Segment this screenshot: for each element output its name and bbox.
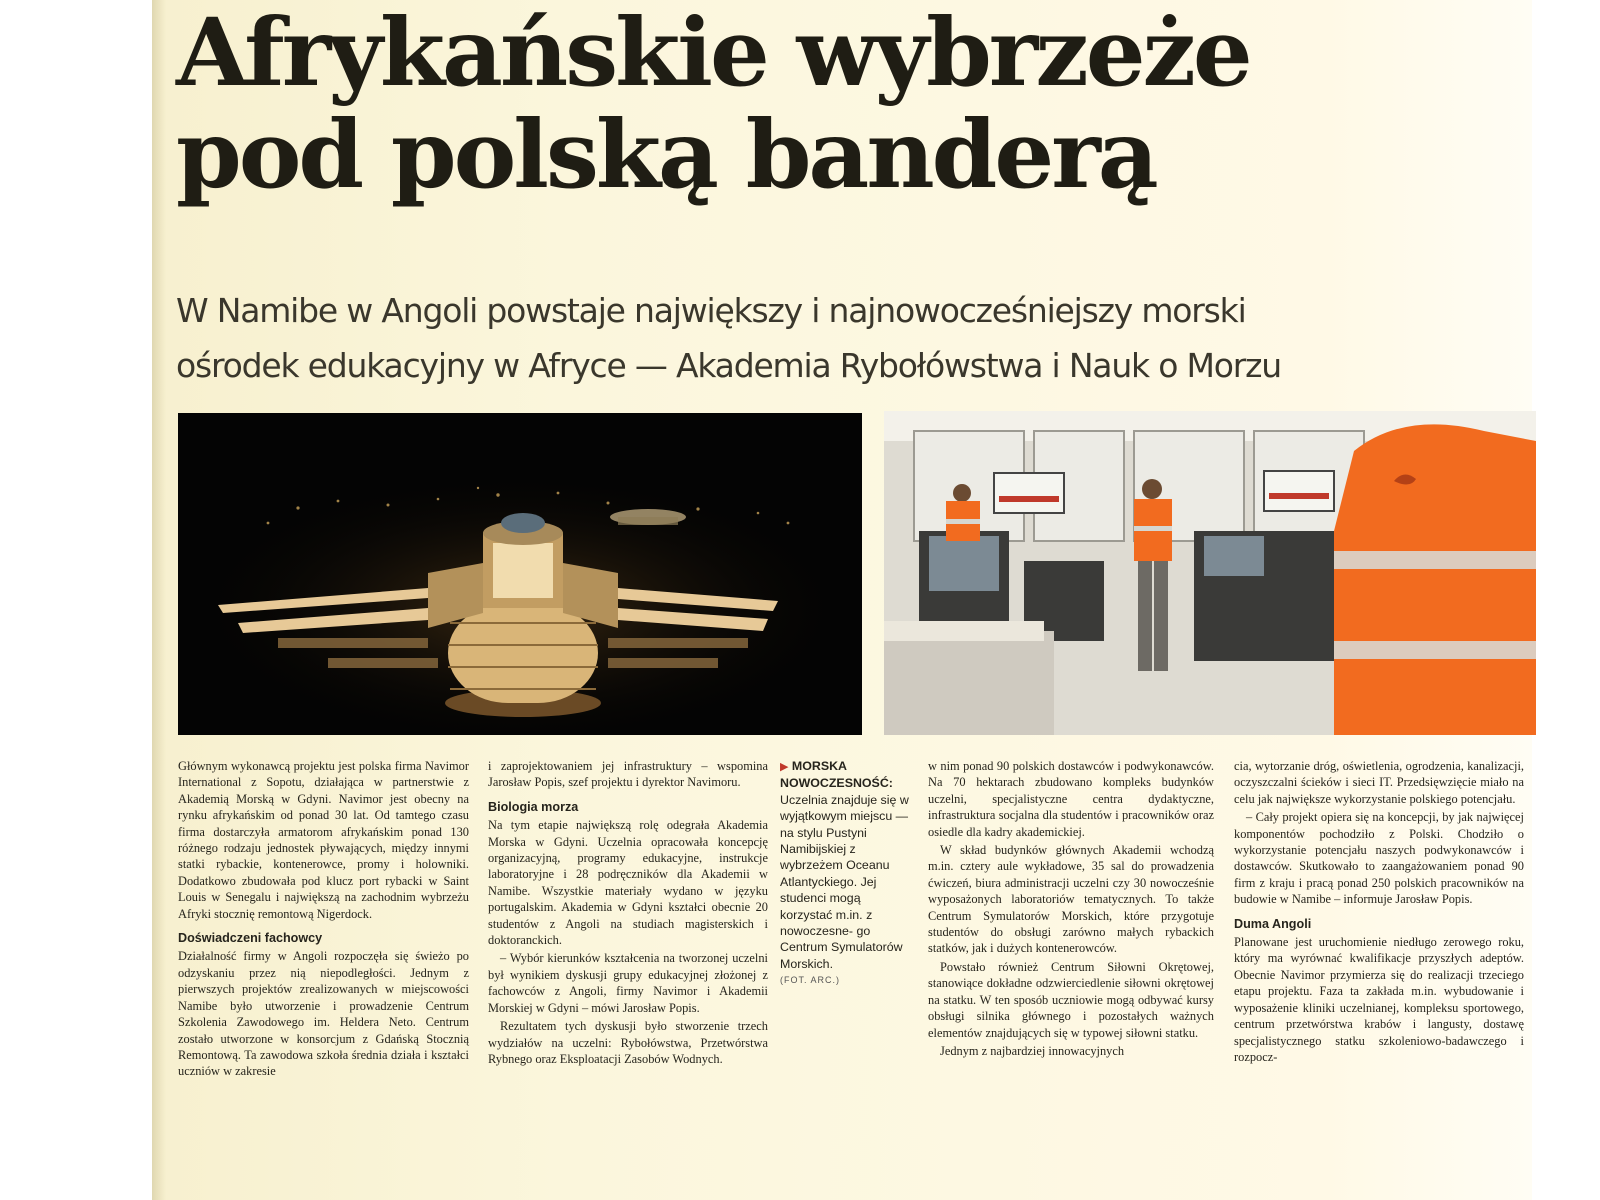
col2-paragraph-2: Na tym etapie największą rolę odegrała Akademia Morska w Gdyni. Uczelnia opracowała koncepcję organizacyjną, programy edukacyjne, instrukcje laboratoryjne i 28 podręczników dla Akademii w Namibe. Wszystkie materiały wydano w języku portugalskim. Akademia w Gdyni kształci obecnie 20 studentów z Angoli na studiach magisterskich i doktoranckich. xyxy=(488,818,768,948)
col4-paragraph-3: Planowane jest uruchomienie niedługo zerowego roku, który ma wyrównać kwalifikacje przyszłych adeptów. Obecnie Navimor przymierza się do realizacji trzeciego etapu projektu. Faza ta zakłada m.in. wybudowanie i wyposażenie kliniki uczelnianej, kompleksu sportowego, centrum przetwórstwa krabów i langusty, dostawę specjalistycznego statku szkoleniowo-badawczego i rozpocz- xyxy=(1234,935,1524,1064)
simulator-room-photo xyxy=(884,411,1536,735)
col4-paragraph-2: – Cały projekt opiera się na koncepcji, by jak najwięcej komponentów pochodziło z Polski. Chodziło o wykorzystanie potencjału naszych podwykonawców i dostawców. Skutkowało to zaangażowaniem ponad 90 firm z kraju i pracą ponad 250 polskich pracowników na budowie w Namibe – informuje Jarosław Popis. xyxy=(1234,810,1524,907)
col1-paragraph-1: Głównym wykonawcą projektu jest polska firma Navimor International z Sopotu, działająca w partnerstwie z Akademią Morską w Gdyni. Navimor jest obecny na rynku afrykańskim od ponad 30 lat. Od tamtego czasu firma dostarczyła armatorom afrykańskim ponad 130 różnego rodzaju jednostek pływających, między innymi statki rybackie, kontenerowce, promy i holowniki. Dodatkowo zbudowała pod klucz port rybacki w Saint Louis w Senegalu i największą na zachodnim wybrzeżu Afryki stocznię remontową Nigerdock. xyxy=(178,759,469,921)
triangle-icon: ▶ xyxy=(780,761,789,773)
col3-paragraph-1: w nim ponad 90 polskich dostawców i podwykonawców. Na 70 hektarach zbudowano kompleks budynków uczelni, specjalistyczne centra dydaktyczne, infrastruktura socjalna dla studentów i pracowników oraz osiedle dla kadry akademickiej. xyxy=(928,759,1214,839)
col2-subhead: Biologia morza xyxy=(488,799,579,814)
headline-line-2: pod polską banderą xyxy=(176,100,1156,210)
col4-subhead: Duma Angoli xyxy=(1234,916,1312,931)
column-4 xyxy=(1234,758,1524,1067)
photo-credit: (FOT. ARC.) xyxy=(780,975,840,986)
col1-subhead: Doświadczeni fachowcy xyxy=(178,931,323,946)
simulator-room-illustration xyxy=(884,411,1536,735)
photo-caption-sidebar xyxy=(780,758,910,989)
col2-paragraph-4: Rezultatem tych dyskusji było stworzenie trzech wydziałów na uczelni: Rybołówstwa, Przetwórstwa Rybnego oraz Eksploatacji Zasobów Wodnych. xyxy=(488,1019,768,1066)
deck-line-2: ośrodek edukacyjny w Afryce — Akademia Rybołówstwa i Nauk o Morzu xyxy=(176,346,1281,385)
col2-paragraph-3: – Wybór kierunków kształcenia na tworzonej uczelni był wynikiem dyskusji grupy edukacyjnej złożonej z fachowców z Angoli, firmy Navimor i Akademii Morskiej w Gdyni – mówi Jarosław Popis. xyxy=(488,951,768,1015)
column-2 xyxy=(488,758,768,1069)
headline-line-1: Afrykańskie wybrzeże xyxy=(176,0,1250,108)
article-body xyxy=(178,758,1528,1200)
col3-paragraph-4: Jednym z najbardziej innowacyjnych xyxy=(940,1043,1125,1058)
article-deck xyxy=(176,283,1496,393)
caption-text: Uczelnia znajduje się w wyjątkowym miejscu — na stylu Pustyni Namibijskiej z wybrzeżem Oceanu Atlantyckiego. Jej studenci mogą korzystać m.in. z nowoczesne- go Centrum Symulatorów Morskich. xyxy=(780,792,909,971)
col1-paragraph-2: Działalność firmy w Angoli rozpoczęła się świeżo po odzyskaniu przez nią niepodległości. Jednym z pierwszych projektów zrealizowanych w miejscowości Namibe było utworzenie i prowadzenie Centrum Szkolenia Zawodowego im. Heldera Neto. Centrum zostało utworzone w konsorcjum z Gdańską Stocznią Remontową. Ta zawodowa szkoła średnia działa i kształci uczniów w zakresie xyxy=(178,949,469,1079)
col2-paragraph-1: i zaprojektowaniem jej infrastruktury – wspomina Jarosław Popis, szef projektu i dyrektor Navimoru. xyxy=(488,759,768,790)
col4-paragraph-1: cia, wytorzanie dróg, oświetlenia, ogrodzenia, kanalizacji, oczyszczalni ścieków i sieci IT. Przedsięwzięcie miało na celu jak największe wykorzystanie polskiego potencjału. xyxy=(1234,759,1524,806)
column-3 xyxy=(928,758,1214,1061)
deck-line-1: W Namibe w Angoli powstaje największy i najnowocześniejszy morski xyxy=(176,291,1246,330)
column-1 xyxy=(178,758,469,1082)
page-edge-shadow xyxy=(152,0,166,1200)
academy-night-illustration xyxy=(178,413,862,735)
col3-paragraph-2: W skład budynków głównych Akademii wchodzą m.in. cztery aule wykładowe, 35 sal do prowadzenia ćwiczeń, biura administracji uczelni czy 30 nowocześnie wyposażonych laboratoriów tematycznych. To także Centrum Symulatorów Morskich, które przygotuje studentów do obsługi zarówno małych rybackich statków, jak i dużych kontenerowców. xyxy=(928,843,1214,956)
caption-tag: ▶ MORSKA NOWOCZESNOŚĆ: xyxy=(780,759,893,791)
article-headline xyxy=(176,0,1476,210)
col3-paragraph-3: Powstało również Centrum Siłowni Okrętowej, stanowiące dokładne odzwierciedlenie siłowni okrętowej na statku. W ten sposób uczniowie mogą odbywać kursy obsługi silnika głównego i pozostałych ważnych elementów znajdujących się w typowej siłowni statku. xyxy=(928,959,1214,1040)
academy-night-photo xyxy=(178,413,862,735)
